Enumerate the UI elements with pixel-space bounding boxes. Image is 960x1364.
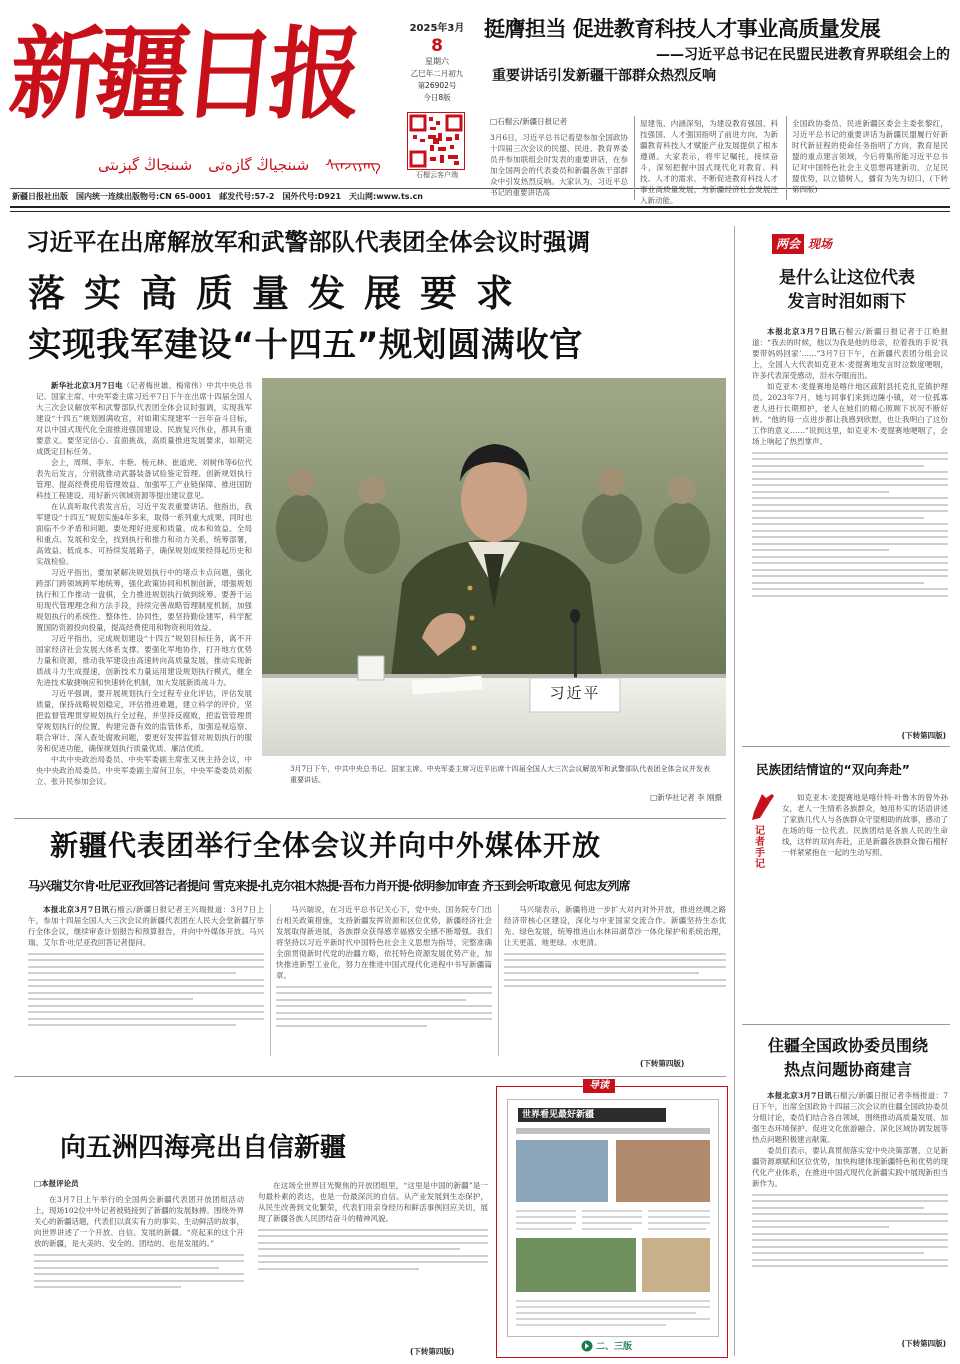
top-story-subhead-1: ——习近平总书记在民盟民进教育界联组会上的 bbox=[656, 47, 950, 63]
commentary-col-2-filler bbox=[258, 1229, 488, 1270]
infobar-foreign: 国外代号:D921 bbox=[282, 192, 342, 201]
lead-p2: 会上，周琪、李东、丰艳、杨元林、崔道虎、刘树伟等6位代表先后发言，分别就推动武器装备试验鉴定管理、创新规划执行管理、提高经费使用管理效益、加强军工产业链保障、推进国防科技工程建设、用好新兴领域资源等提出建议意见。 bbox=[36, 458, 252, 500]
sidebar-1-headline-2[interactable]: 发言时泪如雨下 bbox=[787, 292, 907, 312]
commentary-body: 在3月7日上午举行的全国两会新疆代表团开放团组活动上，现场102位中外记者被链接到了新疆的发展脉搏。围绕外界关心的新疆话题，代表们以真实有力的事实、生动鲜活的故事，向世界讲述了一个开放、自信、发展的新疆。“亮起来的这个开放的新疆，是大美的、安全的、团结的、也是发展的。” bbox=[34, 1195, 244, 1248]
press-col-1 bbox=[28, 904, 264, 1064]
sidebar-1-text: 石榴云/新疆日报记者于江艳报道：“我去的时候，他以为我是他的母亲，拉着我的手说‘我要带妈妈回家’……”3月7日下午，在新疆代表团分组会议上，全国人大代表如克亚木·麦提赛地发言时泣数度哽咽，许多代表深受感动，泪水夺眶而出。 bbox=[752, 327, 949, 380]
date-lunar: 乙巳年二月初九 bbox=[410, 69, 464, 78]
commentary-col-1-filler bbox=[34, 1254, 244, 1289]
stamp-text: 记者手记 bbox=[755, 826, 765, 870]
top-story-credit: □石榴云/新疆日报记者 bbox=[490, 117, 568, 126]
sidebar-3 bbox=[742, 1030, 950, 1356]
lead-byline-rest: （记者梅世雄、梅常伟）中共中央总书记、国家主席、中央军委主席习近平7日下午在出席十四届全国人大三次会议解放军和武警部队代表团全体会议时强调，实现我军建设“十四五”规划圆满收官，对如期实现建军一百年奋斗目标，对以中国式现代化全面推进强国建设、民族复兴伟业，都具有重要意义。要坚定信心、直面挑战，高质量推进发展要求，如期完成既定目标任务。 bbox=[36, 381, 253, 456]
commentary-col-1 bbox=[34, 1194, 244, 1354]
top-story-subhead-2: 重要讲话引发新疆干部群众热烈反响 bbox=[492, 68, 716, 84]
press-body-3: 马兴瑞表示，新疆将进一步扩大对内对外开放，推进丝绸之路经济带核心区建设，深化与中亚国家交流合作。新疆坚持生态优先、绿色发展，统筹推进山水林田湖草沙一体化保护和系统治理，让天更蓝、地更绿、水更清。 bbox=[504, 905, 726, 947]
lead-headline-1[interactable]: 落实高质量发展要求 bbox=[28, 272, 532, 315]
sidebar-1-headline-1[interactable]: 是什么让这位代表 bbox=[779, 268, 915, 288]
commentary-body-2: 在这场全世界目光聚焦的开放团组里，“这里是中国的新疆”是一句最朴素的表达，也是一份最深沉的自信。从产业发展到生态保护，从民生改善到文化繁荣，代表们用亲身经历和鲜活事例回应关切，展现了新疆各族人民团结奋斗的精神风貌。 bbox=[258, 1181, 488, 1223]
daodu-box[interactable] bbox=[496, 1080, 728, 1358]
daodu-thumbnail bbox=[507, 1099, 719, 1337]
press-subhead: 马兴瑞艾尔肯·吐尼亚孜回答记者提问 雪克来提·扎克尔祖木热提·吾布力肖开提·依明参加审查 齐玉到会听取意见 何忠友列席 bbox=[28, 879, 630, 893]
infobar-cn: 国内统一连续出版物号:CN 65-0001 bbox=[76, 192, 212, 201]
top-story-col-3: 全国政协委员、民进新疆区委会主委张黎红，习近平总书记的重要讲话为新疆民盟履行好新时代新征程的使命任务指明了方向，教育是民盟的重点建言领域，今后将集所能习近平总书记对中国特色社会主义思想再建新功，立足民盟优势，以立德树人，播育为先为切口，(下转第四版) bbox=[792, 119, 948, 194]
lead-body bbox=[36, 380, 252, 854]
sidebar-3-headline-1[interactable]: 住疆全国政协委员围绕 bbox=[767, 1036, 928, 1055]
sidebar-3-headline-2[interactable]: 热点问题协商建言 bbox=[783, 1060, 912, 1079]
daodu-footer-text: 二、三版 bbox=[596, 1342, 633, 1352]
page-pointer-icon bbox=[581, 1340, 593, 1352]
press-col-3 bbox=[504, 904, 726, 1054]
daodu-footer bbox=[581, 1339, 632, 1352]
date-block bbox=[402, 22, 472, 104]
sidebar-3-byline: 本报北京3月7日讯 bbox=[767, 1091, 833, 1100]
press-col-2-filler bbox=[276, 986, 492, 1027]
lead-p4: 习近平指出，要加紧解决规划执行中的堵点卡点问题，强化跨部门跨领域跨军地统筹，强化政策协同和机制创新，增强规划执行和工作推动一盘棋，全力推进规划执行做到统筹。要善于运用现代管理理念和方法手段，持续完善战略管理制度机制，加强规划执行的系统性、整体性、协同性，要坚持勤俭建军，科学配置国防资源投向投量，提高经费使用和物资利用效益。 bbox=[36, 568, 252, 632]
infobar bbox=[12, 191, 482, 203]
sidebar-2-headline[interactable]: 民族团结情谊的“双向奔赴” bbox=[756, 762, 910, 777]
sidebar-3-text: 石榴云/新疆日报记者李杨报道：7日下午，出席全国政协十四届三次会议的住疆全国政协委员分组讨论，委员们结合各自领域，围绕推动高质量发展、加强生态环境保护、促进文化旅游融合、深化区域协调发展等热点问题积极建言献策。 bbox=[752, 1091, 948, 1144]
press-more[interactable]: (下转第四版) bbox=[640, 1059, 685, 1068]
masthead bbox=[4, 12, 400, 187]
commentary-col-2 bbox=[258, 1180, 488, 1352]
lead-photo[interactable] bbox=[262, 378, 726, 756]
top-story-headline[interactable]: 挺膺担当 促进教育科技人才事业高质量发展 bbox=[484, 17, 881, 41]
sidebar-3-body bbox=[752, 1090, 948, 1340]
infobar-publisher: 新疆日报社出版 bbox=[12, 192, 68, 201]
daodu-layout-graphic bbox=[508, 1100, 718, 1336]
top-story-col-sep-2 bbox=[786, 116, 787, 200]
date-day: 8 bbox=[431, 36, 443, 56]
sidebar-2 bbox=[742, 752, 950, 1022]
sidebar-rule-1 bbox=[742, 746, 950, 747]
subtitle-mongol: ᠰᠢᠨᠵᠢᠶᠠᠩ bbox=[325, 156, 381, 174]
sidebar-3-filler bbox=[752, 1194, 948, 1268]
top-story bbox=[484, 14, 950, 204]
sidebar-separator bbox=[734, 226, 735, 1356]
commentary-rule-top bbox=[14, 1076, 726, 1077]
lead-byline: 新华社北京3月7日电 bbox=[51, 381, 123, 390]
top-story-col-sep-1 bbox=[634, 116, 635, 200]
sidebar-1-byline: 本报北京3月7日讯 bbox=[767, 327, 838, 336]
press-col-sep-2 bbox=[498, 904, 499, 1056]
press-body: 石榴云/新疆日报记者王兴瑞报道：3月7日上午，参加十四届全国人大三次会议的新疆代表团在人民大会堂新疆厅举行全体会议，继续审查计划报告和预算报告，并向中外媒体开放。马兴瑞、艾尔肯·吐尼亚孜回答记者提问。 bbox=[28, 905, 265, 947]
lead-p3: 在认真听取代表发言后，习近平发表重要讲话。他指出，我军建设“十四五”规划实施4年多来，取得一系列重大成果，同时也面临不少矛盾和问题。要处理好进度和质量、成本和效益、全局和重点、发展和安全，找到执行和推力和动力关系，统筹部署，高效益、低成本、可持续发展路子，确保规划成果经得起历史和实战检验。 bbox=[36, 502, 252, 566]
lead-headline-2[interactable]: 实现我军建设“十四五”规划圆满收官 bbox=[28, 325, 584, 364]
page-count: 今日8版 bbox=[423, 93, 451, 102]
commentary-headline[interactable]: 向五洲四海亮出自信新疆 bbox=[60, 1133, 347, 1163]
lead-photo-credit: □新华社记者 李 刚摄 bbox=[650, 793, 722, 802]
lead-p5: 习近平指出，完成规划建设“十四五”规划目标任务，离不开国家经济社会发展大体系支撑。要强化军地协作，打开地方优势力量和资源，推动我军建设由高速转向高质量发展，推动实现新质战斗力生成提速，创新技术力量运用建设规划执行模式，健全先进技术敏捷响应和快速转化机制，加大发展新质战斗力。 bbox=[36, 634, 252, 687]
lead-p6: 习近平强调，要开展规划执行全过程专业化评估，评估发展质量，保持战略规划稳定，评估推进难题，建立科学的评价，坚把监督管理贯穿规划执行全过程，并坚持反腐败，把监管管理贯穿规划执行的位置，构建完备有效的监管体系，加强巡视巡察、联合审计、深入查处腐败问题，要更好发挥监督对规划执行的服务和促进功能，确保规划执行质量优质、廉洁优质。 bbox=[36, 689, 252, 753]
press-body-2: 马兴瑞说，在习近平总书记关心下，党中央、国务院专门出台相关政策措施，支持新疆发挥资源和区位优势，新疆经济社会发展取得新进展，各族群众获得感幸福感安全感不断增强。我们将坚持以习近平新时代中国特色社会主义思想为指导，完整准确全面贯彻新时代党的治疆方略，依托特色资源发展优势产业，加快推进新型工业化，努力在推进中国式现代化进程中书写新疆篇章。 bbox=[276, 905, 492, 980]
press-col-3-filler bbox=[504, 953, 726, 988]
lead-kicker[interactable]: 习近平在出席解放军和武警部队代表团全体会议时强调 bbox=[26, 228, 590, 256]
press-col-2 bbox=[276, 904, 492, 1064]
sidebar-1-body bbox=[752, 326, 948, 724]
press-rule-top bbox=[14, 818, 726, 819]
sidebar-1-more[interactable]: (下转第四版) bbox=[901, 731, 946, 740]
top-story-col-1: 3月6日，习近平总书记看望参加全国政协十四届三次会议的民盟、民进、教育界委员并参加联组会时发表的重要讲话，在参加全国两会的代表委员和新疆各族干部群众中引发热烈反响。大家认为，习近平总书记的重要讲话高 bbox=[490, 133, 628, 197]
issue-number: 第26902号 bbox=[417, 81, 457, 90]
daodu-banner: 世界看见最好新疆 bbox=[518, 1108, 666, 1122]
masthead-rule-thin bbox=[10, 211, 950, 212]
tag-lianghui: 两会 bbox=[772, 234, 804, 254]
qr-caption: 石榴云客户端 bbox=[416, 171, 458, 179]
tag-xianchang: 现场 bbox=[808, 237, 833, 251]
lead-photo-caption: 3月7日下午，中共中央总书记、国家主席、中央军委主席习近平出席十四届全国人大三次会议解放军和武警部队代表团全体会议并发表重要讲话。 bbox=[290, 765, 710, 784]
lead-p7: 中共中央政治局委员、中央军委副主席张又侠主持会议，中央中央政治局委员、中央军委副主席何卫东，中央军委委员刘振立、张升民参加会议。 bbox=[36, 755, 252, 786]
masthead-minority-scripts bbox=[98, 152, 381, 182]
sidebar-2-body: 如克亚木·麦提赛地是喀什特·叶鲁木的曾外孙女，老人一生情系各族群众，她用朴实的话语讲述了家族几代人与各族群众守望相助的故事，感动了在场的每一位代表。民族团结是各族人民的生命线，这样的双向奔赴，正是新疆各族群众像石榴籽一样紧紧抱在一起的生动写照。 bbox=[782, 793, 948, 857]
sidebar-3-text-2: 委员们表示，要认真贯彻落实党中央决策部署，立足新疆资源禀赋和区位优势，加快构建体现新疆特色和优势的现代化产业体系，在推进中国式现代化新疆实践中展现新担当新作为。 bbox=[752, 1146, 948, 1188]
press-byline: 本报北京3月7日讯 bbox=[43, 905, 110, 914]
press-col-1-filler bbox=[28, 953, 264, 1027]
top-story-col-2: 屋建瓴、内涵深刻，为建设教育强国、科技强国、人才强国指明了前进方向，为新疆教育科技人才赋能产业发展提供了根本遵循。大家表示，将牢记嘱托，接续奋斗，深刻把握中国式现代化对教育、科技、人才的需求，不断促进教育科技人才事业高质量发展，为新疆经济社会发展注入新动能。 bbox=[640, 119, 778, 205]
subtitle-uyghur: شىنجاڭ گېزىتى bbox=[98, 156, 193, 174]
masthead-rule bbox=[10, 206, 950, 208]
nameplate-text: 习近平 bbox=[549, 684, 601, 702]
press-headline[interactable]: 新疆代表团举行全体会议并向中外媒体开放 bbox=[50, 829, 602, 862]
masthead-title: 新疆日报 bbox=[4, 15, 363, 133]
subtitle-kazakh: شىنجياڭ گازەتى bbox=[208, 156, 310, 174]
commentary-credit: □本报评论员 bbox=[34, 1179, 79, 1188]
sidebar-1-text-2: 如克亚木·麦提赛地是喀什地区疏附县托克扎克镇护理员。2023年7月，她与同事们来到边陲小镇，对一位孤寡老人进行长期照护，老人在她们的精心照顾下状况不断好转。“他的每一点进步都让我感到欣慰，也让我明白了这份工作的意义……”说到这里，如克亚木·麦提赛地哽咽了，会场上响起了热烈掌声。 bbox=[752, 382, 948, 446]
infobar-postal: 邮发代号:57-2 bbox=[219, 192, 275, 201]
date-year-month: 2025年3月 bbox=[409, 23, 465, 34]
infobar-site[interactable]: 天山网:www.ts.cn bbox=[349, 192, 424, 201]
sidebar-1-filler bbox=[752, 452, 948, 597]
date-weekday: 星期六 bbox=[425, 57, 449, 66]
sidebar-1 bbox=[742, 234, 950, 740]
sidebar-rule-2 bbox=[742, 1024, 950, 1025]
qr-code[interactable] bbox=[407, 112, 465, 170]
lianghui-tag bbox=[772, 234, 836, 254]
daodu-tag: 导读 bbox=[583, 1079, 615, 1093]
reporter-note-stamp bbox=[748, 792, 776, 870]
sidebar-3-more[interactable]: (下转第四版) bbox=[901, 1339, 946, 1348]
commentary-more[interactable]: (下转第四版) bbox=[410, 1347, 455, 1356]
press-col-sep-1 bbox=[270, 904, 271, 1056]
pen-icon bbox=[748, 792, 776, 822]
